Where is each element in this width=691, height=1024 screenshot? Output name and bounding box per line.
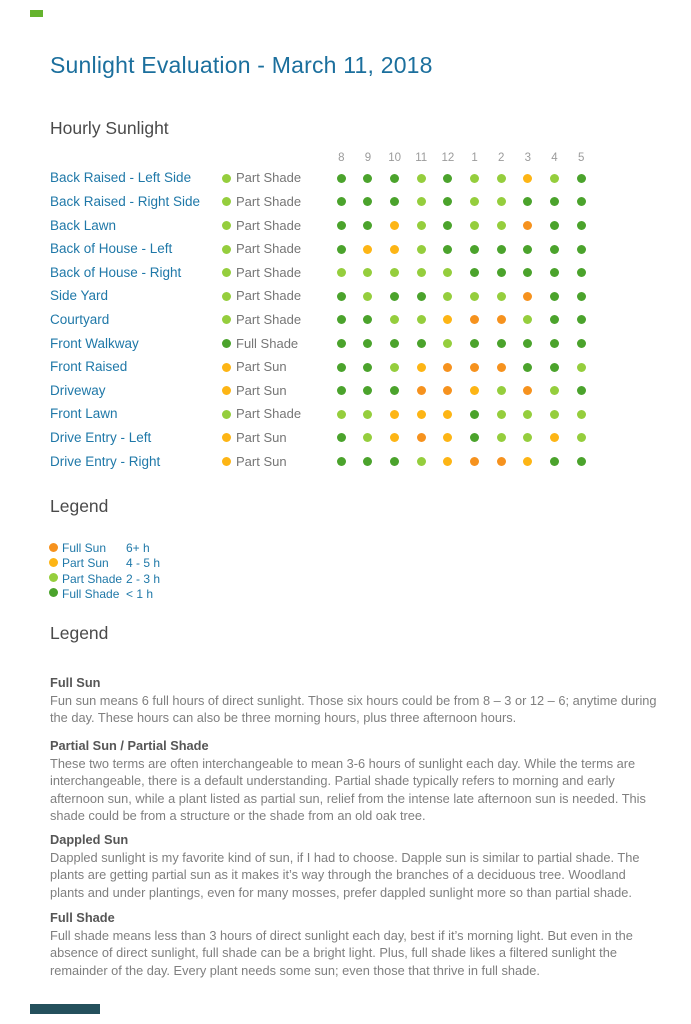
sunlight-dot	[497, 197, 506, 206]
sunlight-dot	[390, 339, 399, 348]
legend-item-label: Full Sun	[62, 541, 107, 555]
location-label: Back of House - Left	[50, 241, 173, 257]
sunlight-dot	[523, 410, 532, 419]
sunlight-dot	[497, 339, 506, 348]
category-dot	[222, 197, 231, 206]
sunlight-dot	[550, 315, 559, 324]
definition-section	[50, 737, 663, 824]
sunlight-dot	[523, 174, 532, 183]
sunlight-dot	[523, 433, 532, 442]
sunlight-dot	[337, 174, 346, 183]
sunlight-dot	[337, 315, 346, 324]
sunlight-dot	[417, 315, 426, 324]
hour-label: 11	[415, 152, 428, 164]
sunlight-dot	[470, 339, 479, 348]
sunlight-dot	[337, 433, 346, 442]
sunlight-dot	[417, 410, 426, 419]
sunlight-dot	[417, 339, 426, 348]
sunlight-dot	[497, 292, 506, 301]
sunlight-dot	[417, 457, 426, 466]
sunlight-dot	[523, 315, 532, 324]
sunlight-dot	[417, 386, 426, 395]
sunlight-dot	[470, 457, 479, 466]
legend-item-hours: < 1 h	[126, 586, 154, 601]
category-dot	[222, 268, 231, 277]
sunlight-dot	[470, 174, 479, 183]
sunlight-dot	[417, 245, 426, 254]
category-label: Part Shade	[236, 264, 302, 280]
sunlight-dot	[390, 292, 399, 301]
definitions-heading: Legend	[50, 623, 109, 643]
sunlight-dot	[443, 174, 452, 183]
legend-item-hours: 6+ h	[126, 541, 150, 555]
sunlight-dot	[390, 457, 399, 466]
sunlight-dot	[577, 221, 586, 230]
sunlight-dot	[577, 292, 586, 301]
top-left-page-mark	[30, 10, 43, 17]
sunlight-dot	[550, 433, 559, 442]
page-title: Sunlight Evaluation - March 11, 2018	[50, 52, 433, 78]
legend-item-label: Part Shade	[62, 571, 123, 586]
sunlight-dot	[550, 457, 559, 466]
sunlight-dot	[523, 268, 532, 277]
sunlight-dot	[443, 339, 452, 348]
sunlight-dot	[443, 410, 452, 419]
category-label: Part Shade	[236, 241, 302, 257]
sunlight-dot	[523, 363, 532, 372]
sunlight-dot	[523, 339, 532, 348]
location-label: Back of House - Right	[50, 264, 182, 280]
sunlight-dot	[470, 315, 479, 324]
sunlight-dot	[497, 221, 506, 230]
sunlight-dot	[390, 197, 399, 206]
sunlight-dot	[470, 410, 479, 419]
legend-heading: Legend	[50, 496, 109, 516]
sunlight-dot	[577, 339, 586, 348]
sunlight-dot	[497, 457, 506, 466]
category-label: Part Sun	[236, 359, 287, 375]
category-dot	[222, 410, 231, 419]
sunlight-dot	[550, 245, 559, 254]
sunlight-dot	[363, 245, 372, 254]
location-label: Back Raised - Right Side	[50, 193, 201, 209]
location-label: Back Raised - Left Side	[50, 170, 192, 186]
hourly-sunlight-heading: Hourly Sunlight	[50, 118, 169, 138]
sunlight-dot	[417, 292, 426, 301]
sunlight-dot	[443, 315, 452, 324]
sunlight-dot	[390, 410, 399, 419]
sunlight-dot	[523, 245, 532, 254]
sunlight-dot	[337, 245, 346, 254]
definition-section	[50, 831, 663, 901]
category-dot	[222, 386, 231, 395]
category-dot	[222, 457, 231, 466]
sunlight-dot	[337, 268, 346, 277]
sunlight-dot	[363, 457, 372, 466]
sunlight-dot	[417, 174, 426, 183]
sunlight-dot	[470, 245, 479, 254]
sunlight-dot	[577, 410, 586, 419]
sunlight-dot	[363, 268, 372, 277]
category-label: Part Sun	[236, 429, 287, 445]
sunlight-dot	[550, 410, 559, 419]
sunlight-dot	[523, 221, 532, 230]
sunlight-dot	[470, 433, 479, 442]
sunlight-dot	[390, 386, 399, 395]
sunlight-dot	[550, 268, 559, 277]
category-label: Part Shade	[236, 311, 302, 327]
sunlight-dot	[443, 197, 452, 206]
category-dot	[222, 339, 231, 348]
sunlight-dot	[470, 292, 479, 301]
legend-dot	[49, 573, 58, 582]
sunlight-dot	[443, 221, 452, 230]
sunlight-dot	[443, 433, 452, 442]
sunlight-dot	[550, 197, 559, 206]
sunlight-dot	[363, 410, 372, 419]
sunlight-dot	[523, 292, 532, 301]
location-label: Front Raised	[50, 359, 128, 375]
hour-label: 12	[441, 152, 455, 164]
sunlight-dot	[577, 245, 586, 254]
category-label: Part Shade	[236, 193, 302, 209]
sunlight-dot	[417, 268, 426, 277]
category-label: Part Shade	[236, 170, 302, 186]
sunlight-dot	[577, 386, 586, 395]
sunlight-dot	[390, 174, 399, 183]
sunlight-dot	[523, 386, 532, 395]
sunlight-dot	[523, 457, 532, 466]
sunlight-dot	[363, 174, 372, 183]
legend-dot	[49, 588, 58, 597]
location-label: Front Walkway	[50, 335, 139, 351]
definition-body: Dappled sunlight is my favorite kind of sun, if I had to choose. Dapple sun is similar to partial shade. The plants are getting partial sun as it makes it’s way through the branches of a deciduous tree. Woodland plants and under plantings, even for many mosses, prefer dappled sunlight more so than partial shade.	[50, 850, 640, 900]
sunlight-dot	[577, 363, 586, 372]
sunlight-dot	[577, 433, 586, 442]
category-dot	[222, 221, 231, 230]
sunlight-dot	[390, 315, 399, 324]
sunlight-dot	[417, 197, 426, 206]
hour-label: 10	[388, 152, 401, 164]
legend-item-hours: 4 - 5 h	[126, 556, 161, 571]
sunlight-dot	[497, 386, 506, 395]
category-dot	[222, 363, 231, 372]
legend-item-label: Full Shade	[62, 586, 120, 601]
sunlight-dot	[443, 268, 452, 277]
sunlight-dot	[443, 457, 452, 466]
definition-title: Dappled Sun	[50, 832, 129, 847]
sunlight-dot	[443, 245, 452, 254]
sunlight-dot	[470, 386, 479, 395]
sunlight-dot	[577, 457, 586, 466]
sunlight-dot	[577, 197, 586, 206]
hour-label: 5	[577, 152, 585, 164]
sunlight-dot	[363, 292, 372, 301]
definition-body: Full shade means less than 3 hours of direct sunlight each day, best if it’s morning light. But even in the absence of direct sunlight, full shade can be a bright light. Plus, full shade likes a filtered sunlight the remainder of the day. Every plant needs some sun; even those that thrive in full shade.	[50, 928, 633, 978]
category-dot	[222, 433, 231, 442]
definition-title: Full Shade	[50, 910, 115, 925]
sunlight-dot	[470, 268, 479, 277]
sunlight-dot	[497, 245, 506, 254]
legend-dot	[49, 558, 58, 567]
sunlight-dot	[337, 386, 346, 395]
location-label: Drive Entry - Left	[50, 429, 152, 445]
definition-title: Full Sun	[50, 675, 101, 690]
sunlight-dot	[390, 221, 399, 230]
sunlight-dot	[337, 410, 346, 419]
sunlight-dot	[470, 197, 479, 206]
sunlight-dot	[363, 221, 372, 230]
hour-label: 8	[338, 152, 345, 164]
sunlight-dot	[550, 339, 559, 348]
hour-label: 1	[471, 152, 478, 164]
sunlight-dot	[470, 363, 479, 372]
category-label: Part Shade	[236, 217, 302, 233]
sunlight-dot	[337, 221, 346, 230]
sunlight-dot	[337, 292, 346, 301]
sunlight-dot	[577, 174, 586, 183]
category-label: Part Sun	[236, 453, 287, 469]
sunlight-dot	[363, 315, 372, 324]
location-label: Back Lawn	[50, 217, 117, 233]
category-label: Part Shade	[236, 288, 302, 304]
sunlight-dot	[470, 221, 479, 230]
category-dot	[222, 245, 231, 254]
location-label: Driveway	[50, 382, 106, 398]
sunlight-dot	[390, 433, 399, 442]
sunlight-dot	[390, 245, 399, 254]
category-dot	[222, 315, 231, 324]
sunlight-dot	[337, 339, 346, 348]
definition-title: Partial Sun / Partial Shade	[50, 738, 209, 753]
sunlight-dot	[337, 457, 346, 466]
sunlight-dot	[497, 174, 506, 183]
category-label: Part Shade	[236, 406, 302, 422]
sunlight-dot	[550, 363, 559, 372]
category-label: Full Shade	[236, 335, 299, 351]
category-dot	[222, 174, 231, 183]
legend-item-label: Part Sun	[62, 556, 109, 571]
sunlight-dot	[363, 363, 372, 372]
sunlight-dot	[497, 363, 506, 372]
sunlight-dot	[497, 268, 506, 277]
bottom-left-page-mark	[30, 1004, 100, 1014]
location-label: Courtyard	[50, 311, 110, 327]
sunlight-dot	[523, 197, 532, 206]
sunlight-dot	[390, 363, 399, 372]
sunlight-dot	[443, 386, 452, 395]
sunlight-dot	[363, 197, 372, 206]
sunlight-dot	[550, 221, 559, 230]
sunlight-dot	[337, 363, 346, 372]
hour-label: 4	[551, 152, 558, 164]
sunlight-dot	[363, 386, 372, 395]
sunlight-dot	[497, 315, 506, 324]
sunlight-dot	[363, 339, 372, 348]
sunlight-dot	[363, 433, 372, 442]
location-label: Side Yard	[50, 288, 109, 304]
definition-section	[50, 909, 663, 979]
sunlight-dot	[497, 410, 506, 419]
location-label: Drive Entry - Right	[50, 453, 161, 469]
sunlight-dot	[550, 174, 559, 183]
definition-section	[50, 674, 663, 727]
category-dot	[222, 292, 231, 301]
sunlight-dot	[417, 433, 426, 442]
legend-item-hours: 2 - 3 h	[126, 571, 161, 586]
sunlight-dot	[550, 386, 559, 395]
sunlight-dot	[443, 292, 452, 301]
definition-body: Fun sun means 6 full hours of direct sunlight. Those six hours could be from 8 – 3 or 12 – 6; anytime during the day. These hours can also be three morning hours, plus three afternoon hours.	[50, 693, 657, 726]
hour-label: 2	[497, 152, 505, 164]
sunlight-dot	[577, 315, 586, 324]
definition-body: These two terms are often interchangeable to mean 3-6 hours of sunlight each day. While the terms are interchangeable, there is a default understanding. Partial shade typically refers to morning and early afternoon sun, while a plant listed as partial sun, relief from the intense late afternoon sun is needed. This shade could be from a structure or the shade from an old oak tree.	[50, 756, 646, 823]
sunlight-dot	[417, 221, 426, 230]
hour-label: 3	[524, 152, 532, 164]
sunlight-dot	[550, 292, 559, 301]
sunlight-dot	[417, 363, 426, 372]
hour-label: 9	[364, 152, 372, 164]
legend-dot	[49, 543, 58, 552]
sunlight-dot	[337, 197, 346, 206]
sunlight-dot	[390, 268, 399, 277]
sunlight-dot	[443, 363, 452, 372]
location-label: Front Lawn	[50, 406, 118, 422]
sunlight-dot	[497, 433, 506, 442]
sunlight-dot	[577, 268, 586, 277]
category-label: Part Sun	[236, 382, 287, 398]
